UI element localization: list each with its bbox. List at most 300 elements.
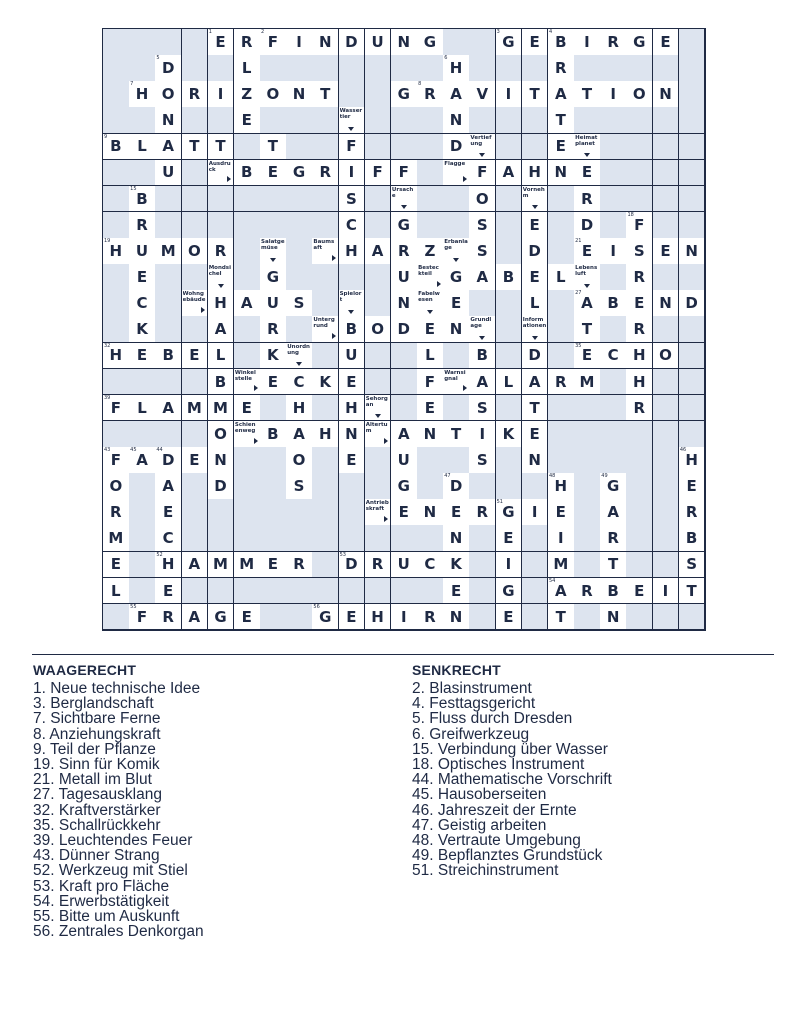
grid-cell-letter: [417, 81, 444, 108]
grid-cell-empty: [339, 81, 366, 108]
grid-cell-empty: [339, 578, 366, 605]
down-list: [412, 681, 612, 879]
grid-cell-empty: [234, 212, 261, 239]
grid-letter: G: [397, 477, 410, 496]
grid-letter: F: [634, 215, 645, 234]
grid-clue-number: 43: [104, 447, 111, 454]
grid-clue-number: 2: [261, 29, 265, 35]
grid-clue-text: Heimatplanet: [575, 134, 598, 147]
grid-letter: I: [296, 32, 302, 51]
grid-letter: N: [449, 320, 463, 339]
grid-letter: R: [581, 189, 593, 208]
grid-letter: E: [346, 607, 357, 626]
arrow-right-icon: [332, 333, 336, 339]
grid-cell-empty: [234, 316, 261, 343]
grid-cell-empty: [600, 55, 627, 82]
grid-clue-number: 4: [548, 29, 553, 35]
grid-clue-number: 27: [575, 290, 582, 297]
grid-cell-letter: [155, 160, 182, 187]
grid-letter: D: [528, 241, 541, 260]
grid-clue-number: 8: [418, 81, 422, 88]
grid-cell-letter: [679, 578, 706, 605]
grid-cell-empty: [626, 525, 653, 552]
grid-cell-empty: [234, 264, 261, 291]
grid-letter: G: [423, 32, 437, 51]
grid-cell-empty: [391, 343, 418, 370]
grid-letter: S: [686, 555, 698, 574]
grid-letter: L: [503, 372, 514, 391]
grid-cell-letter: [600, 473, 627, 500]
grid-letter: F: [477, 163, 488, 182]
grid-cell-empty: [574, 499, 601, 526]
grid-clue-cell: [443, 369, 470, 396]
grid-letter: U: [345, 346, 358, 365]
grid-cell-empty: [679, 29, 706, 56]
grid-clue-text: Grundlage: [470, 317, 492, 330]
grid-letter: H: [345, 241, 358, 260]
grid-cell-letter: [182, 81, 209, 108]
grid-cell-empty: [653, 55, 680, 82]
grid-letter: E: [136, 267, 148, 286]
grid-cell-letter: [417, 238, 444, 265]
grid-letter: G: [397, 85, 410, 104]
arrow-down-icon: [375, 414, 381, 418]
grid-letter: G: [633, 32, 646, 51]
grid-cell-empty: [653, 604, 680, 631]
grid-letter: R: [633, 320, 646, 339]
across-clue: 7. Sichtbare Ferne: [33, 710, 161, 728]
across-clue: 55. Bitte um Auskunft: [33, 908, 180, 926]
grid-letter: B: [476, 346, 488, 365]
grid-cell-empty: [234, 473, 261, 500]
grid-cell-letter: [548, 499, 575, 526]
grid-cell-letter: [548, 473, 575, 500]
grid-letter: H: [318, 424, 332, 443]
grid-letter: T: [189, 137, 200, 156]
grid-cell-empty: [286, 212, 313, 239]
grid-letter: N: [292, 85, 306, 104]
grid-clue-number: 32: [104, 342, 111, 349]
grid-cell-letter: [417, 316, 444, 343]
grid-letter: B: [502, 267, 515, 286]
grid-cell-letter: [496, 421, 523, 448]
grid-clue-number: 15: [130, 185, 137, 192]
grid-clue-text: Wohngebäude: [182, 291, 206, 304]
grid-cell-empty: [626, 604, 653, 631]
grid-clue-cell: [260, 238, 287, 265]
grid-cell-empty: [129, 525, 156, 552]
grid-cell-empty: [129, 369, 156, 396]
grid-clue-number: 48: [548, 473, 556, 480]
grid-letter: F: [424, 372, 436, 391]
grid-letter: R: [633, 267, 646, 286]
grid-cell-letter: [391, 29, 418, 56]
grid-cell-letter: [129, 316, 156, 343]
grid-cell-letter: [129, 290, 156, 317]
grid-letter: R: [424, 607, 436, 626]
grid-clue-number: 3: [496, 29, 500, 35]
grid-clue-text: Mondsichel: [208, 265, 231, 278]
grid-clue-number: 35: [575, 342, 582, 349]
grid-cell-empty: [574, 55, 601, 82]
grid-cell-empty: [182, 55, 209, 82]
grid-letter: C: [424, 555, 436, 574]
grid-letter: R: [136, 215, 148, 234]
grid-letter: L: [137, 137, 147, 156]
grid-letter: G: [214, 607, 227, 626]
grid-cell-empty: [469, 29, 496, 56]
down-clue: 2. Blasinstrument: [412, 680, 532, 697]
grid-cell-empty: [653, 395, 680, 422]
grid-cell-empty: [574, 473, 601, 500]
grid-cell-letter: [679, 499, 706, 526]
down-clue: 45. Hausoberseiten: [412, 786, 547, 804]
grid-clue-cell: [469, 134, 496, 161]
grid-letter: I: [217, 85, 224, 104]
grid-clue-cell: [417, 290, 444, 317]
grid-cell-letter: [234, 81, 261, 108]
grid-cell-empty: [155, 290, 182, 317]
grid-letter: N: [554, 163, 568, 182]
grid-letter: U: [397, 555, 410, 574]
grid-cell-letter: [548, 81, 575, 108]
grid-cell-empty: [155, 212, 182, 239]
grid-cell-letter: [679, 238, 706, 265]
across-clue: 8. Anziehungskraft: [33, 725, 161, 743]
grid-letter: E: [529, 267, 540, 286]
grid-letter: R: [476, 503, 489, 522]
grid-letter: A: [240, 294, 253, 313]
grid-cell-letter: [155, 552, 182, 579]
grid-cell-empty: [626, 499, 653, 526]
grid-cell-letter: [443, 525, 470, 552]
grid-cell-empty: [548, 238, 575, 265]
grid-cell-empty: [365, 473, 392, 500]
down-clue: 4. Festtagsgericht: [412, 695, 536, 713]
grid-cell-letter: [234, 160, 261, 187]
grid-cell-empty: [417, 578, 444, 605]
grid-cell-empty: [417, 212, 444, 239]
arrow-right-icon: [254, 438, 258, 444]
grid-cell-empty: [417, 134, 444, 161]
grid-cell-empty: [469, 107, 496, 134]
grid-cell-letter: [417, 369, 444, 396]
grid-cell-letter: [339, 343, 366, 370]
grid-cell-empty: [365, 134, 392, 161]
grid-cell-letter: [600, 81, 627, 108]
across-clue: 56. Zentrales Denkorgan: [33, 923, 204, 941]
grid-cell-empty: [391, 578, 418, 605]
down-clue: 48. Vertraute Umgebung: [412, 832, 581, 850]
grid-letter: I: [505, 85, 512, 104]
grid-letter: E: [634, 581, 645, 600]
grid-cell-empty: [234, 578, 261, 605]
grid-letter: E: [136, 346, 148, 365]
grid-cell-letter: [103, 447, 130, 474]
grid-letter: O: [292, 450, 306, 469]
grid-letter: H: [371, 607, 384, 626]
grid-clue-number: 19: [104, 238, 111, 245]
grid-cell-letter: [155, 473, 182, 500]
grid-cell-empty: [312, 552, 339, 579]
grid-letter: M: [186, 398, 202, 417]
grid-letter: A: [502, 163, 515, 182]
grid-clue-number: 1: [208, 29, 212, 35]
grid-cell-letter: [260, 81, 287, 108]
grid-cell-letter: [260, 290, 287, 317]
grid-cell-letter: [653, 29, 680, 56]
grid-letter: H: [528, 163, 541, 182]
grid-letter: H: [109, 241, 123, 260]
grid-cell-letter: [626, 395, 653, 422]
grid-letter: U: [397, 267, 410, 286]
arrow-down-icon: [453, 258, 459, 262]
grid-cell-empty: [103, 81, 130, 108]
grid-clue-text: Antriebskraft: [365, 500, 389, 513]
grid-cell-empty: [129, 552, 156, 579]
arrow-down-icon: [296, 362, 302, 366]
grid-cell-empty: [103, 186, 130, 213]
grid-clue-number: 53: [339, 551, 346, 558]
grid-cell-empty: [679, 81, 706, 108]
grid-cell-empty: [443, 395, 470, 422]
across-clue: 1. Neue technische Idee: [33, 680, 201, 697]
grid-cell-letter: [260, 134, 287, 161]
grid-cell-letter: [600, 29, 627, 56]
grid-cell-empty: [339, 264, 366, 291]
grid-cell-empty: [129, 29, 156, 56]
grid-letter: A: [214, 320, 227, 339]
grid-cell-letter: [443, 55, 470, 82]
grid-clue-number: 47: [444, 473, 451, 480]
grid-cell-empty: [312, 525, 339, 552]
grid-letter: K: [502, 424, 515, 443]
grid-clue-number: 52: [156, 551, 163, 558]
grid-letter: A: [293, 424, 305, 443]
grid-cell-empty: [155, 421, 182, 448]
grid-cell-letter: [260, 343, 287, 370]
grid-cell-letter: [155, 55, 182, 82]
grid-letter: C: [293, 372, 305, 391]
grid-cell-letter: [522, 160, 549, 187]
grid-cell-letter: [522, 447, 549, 474]
grid-cell-empty: [260, 499, 287, 526]
grid-letter: T: [555, 607, 566, 626]
down-clue: 5. Fluss durch Dresden: [412, 710, 573, 728]
grid-letter: R: [110, 503, 122, 522]
grid-cell-empty: [182, 316, 209, 343]
grid-cell-letter: [679, 447, 706, 474]
grid-cell-letter: [496, 525, 523, 552]
grid-letter: N: [214, 450, 227, 469]
grid-letter: A: [476, 372, 489, 391]
grid-cell-letter: [417, 552, 444, 579]
grid-clue-number: 7: [130, 81, 134, 88]
grid-cell-empty: [679, 395, 706, 422]
grid-letter: C: [136, 294, 148, 313]
across-clues: [33, 662, 204, 939]
grid-letter: M: [213, 398, 228, 417]
grid-letter: A: [371, 241, 384, 260]
grid-letter: D: [161, 450, 175, 469]
grid-cell-empty: [653, 160, 680, 187]
grid-cell-empty: [653, 369, 680, 396]
grid-cell-empty: [679, 107, 706, 134]
grid-cell-empty: [548, 186, 575, 213]
grid-cell-empty: [522, 473, 549, 500]
arrow-down-icon: [479, 336, 485, 340]
grid-cell-letter: [626, 238, 653, 265]
grid-cell-letter: [626, 316, 653, 343]
grid-cell-empty: [574, 395, 601, 422]
grid-letter: A: [554, 581, 567, 600]
grid-letter: I: [531, 503, 538, 522]
grid-cell-empty: [626, 107, 653, 134]
grid-cell-letter: [182, 395, 209, 422]
grid-cell-letter: [496, 499, 523, 526]
grid-cell-empty: [522, 55, 549, 82]
grid-letter: R: [188, 85, 201, 104]
grid-letter: K: [136, 320, 148, 339]
grid-letter: N: [449, 111, 463, 130]
grid-letter: G: [502, 581, 515, 600]
grid-clue-cell: [469, 316, 496, 343]
grid-cell-empty: [339, 525, 366, 552]
grid-letter: D: [214, 477, 227, 496]
grid-letter: A: [581, 294, 593, 313]
grid-cell-empty: [679, 369, 706, 396]
grid-cell-empty: [574, 107, 601, 134]
grid-letter: I: [610, 85, 616, 104]
grid-letter: U: [397, 450, 410, 469]
grid-letter: N: [659, 294, 672, 313]
grid-letter: T: [581, 85, 593, 104]
grid-cell-letter: [443, 107, 470, 134]
grid-letter: E: [450, 503, 462, 522]
grid-letter: E: [346, 372, 357, 391]
grid-clue-number: 49: [601, 473, 608, 480]
grid-letter: T: [686, 581, 697, 600]
grid-letter: O: [161, 85, 175, 104]
across-clue: 53. Kraft pro Fläche: [33, 877, 170, 895]
grid-clue-cell: [365, 421, 392, 448]
grid-cell-letter: [286, 369, 313, 396]
grid-cell-empty: [600, 264, 627, 291]
grid-letter: D: [685, 294, 698, 313]
grid-clue-text: Besteckteil: [418, 265, 439, 278]
grid-cell-letter: [417, 604, 444, 631]
grid-cell-letter: [260, 552, 287, 579]
grid-cell-empty: [600, 421, 627, 448]
arrow-right-icon: [254, 385, 258, 391]
grid-cell-empty: [365, 107, 392, 134]
grid-cell-letter: [286, 447, 313, 474]
grid-cell-empty: [286, 107, 313, 134]
grid-cell-empty: [182, 578, 209, 605]
grid-cell-letter: [443, 264, 470, 291]
grid-cell-letter: [600, 552, 627, 579]
grid-clue-text: Lebensluft: [575, 265, 598, 278]
grid-cell-letter: [129, 186, 156, 213]
grid-letter: T: [320, 85, 331, 104]
grid-clue-number: 21: [575, 238, 582, 245]
grid-cell-empty: [574, 552, 601, 579]
grid-cell-empty: [365, 81, 392, 108]
grid-cell-letter: [548, 552, 575, 579]
grid-cell-letter: [155, 447, 182, 474]
grid-cell-empty: [653, 525, 680, 552]
grid-cell-empty: [679, 604, 706, 631]
grid-cell-empty: [312, 134, 339, 161]
grid-letter: R: [424, 85, 436, 104]
grid-cell-letter: [155, 107, 182, 134]
grid-clue-text: Erbanlage: [444, 239, 468, 252]
grid-letter: E: [424, 320, 436, 339]
grid-cell-letter: [626, 81, 653, 108]
across-clue: 32. Kraftverstärker: [33, 801, 161, 819]
grid-letter: D: [345, 32, 358, 51]
grid-cell-letter: [286, 160, 313, 187]
grid-letter: A: [162, 137, 174, 156]
grid-cell-empty: [312, 473, 339, 500]
grid-cell-letter: [548, 29, 575, 56]
grid-letter: H: [685, 450, 698, 469]
across-list: [33, 681, 204, 939]
grid-cell-empty: [522, 578, 549, 605]
grid-cell-empty: [574, 447, 601, 474]
grid-letter: E: [581, 346, 593, 365]
grid-letter: B: [240, 163, 253, 182]
grid-cell-empty: [417, 55, 444, 82]
grid-cell-letter: [626, 369, 653, 396]
grid-cell-letter: [312, 369, 339, 396]
grid-clue-text: Winkelstelle: [234, 369, 256, 382]
grid-cell-letter: [234, 552, 261, 579]
grid-cell-empty: [260, 473, 287, 500]
grid-cell-letter: [129, 212, 156, 239]
grid-letter: D: [580, 215, 594, 234]
grid-letter: F: [267, 32, 278, 51]
grid-letter: F: [398, 163, 409, 182]
grid-letter: M: [108, 529, 124, 548]
grid-cell-letter: [103, 578, 130, 605]
grid-cell-empty: [103, 264, 130, 291]
grid-cell-empty: [312, 343, 339, 370]
grid-cell-empty: [155, 369, 182, 396]
grid-cell-empty: [208, 212, 235, 239]
grid-cell-empty: [443, 186, 470, 213]
grid-cell-empty: [365, 369, 392, 396]
grid-cell-empty: [391, 395, 418, 422]
grid-cell-letter: [155, 604, 182, 631]
grid-cell-letter: [286, 81, 313, 108]
grid-letter: O: [475, 189, 489, 208]
grid-cell-letter: [155, 578, 182, 605]
grid-cell-letter: [129, 81, 156, 108]
grid-cell-empty: [155, 264, 182, 291]
grid-cell-empty: [234, 134, 261, 161]
grid-letter: K: [450, 555, 462, 574]
grid-cell-letter: [208, 473, 235, 500]
grid-cell-empty: [365, 55, 392, 82]
grid-cell-empty: [103, 160, 130, 187]
grid-letter: B: [345, 320, 358, 339]
grid-letter: O: [214, 424, 227, 443]
grid-cell-empty: [208, 186, 235, 213]
grid-letter: D: [397, 320, 410, 339]
grid-cell-empty: [286, 316, 313, 343]
grid-cell-letter: [443, 290, 470, 317]
